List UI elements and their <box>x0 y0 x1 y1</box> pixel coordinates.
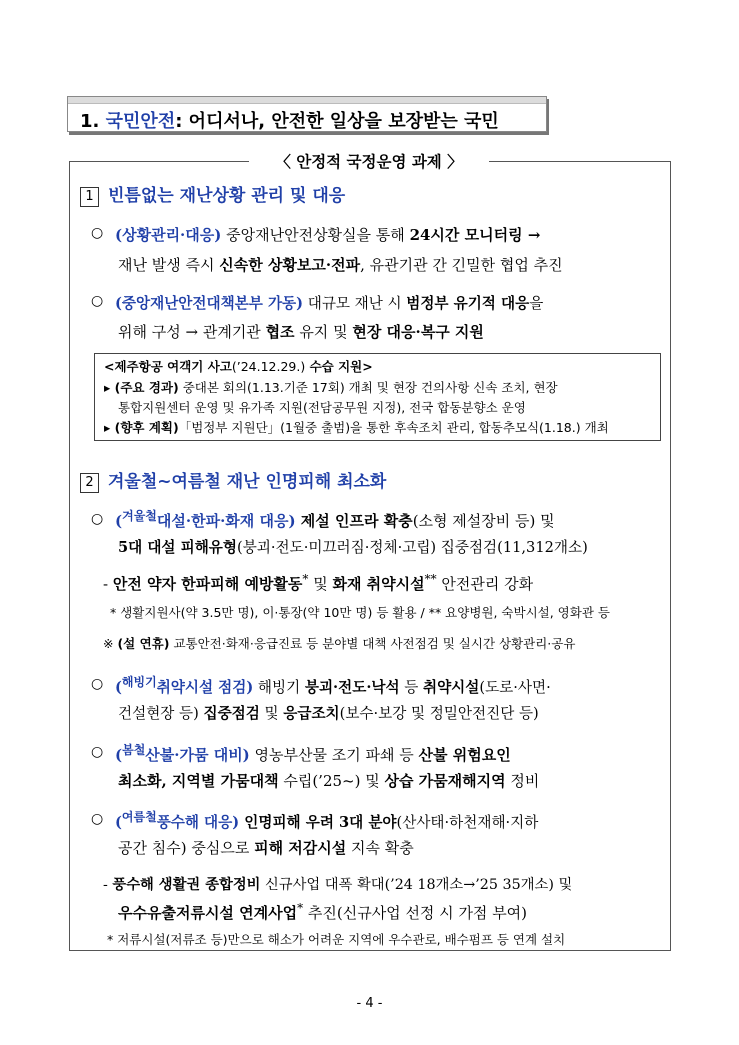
dash-item-2-line-1: - 풍수해 생활권 종합정비 신규사업 대폭 확대(’24 18개소→’25 35개소) 및 <box>103 877 573 893</box>
item-5-line-1: ($^{봄철}$산불·가뭄 대비) 영농부산물 조기 파쇄 등 산불 위험요인 <box>115 743 511 764</box>
note-3: * 저류시설(저류조 등)만으로 해소가 어려운 지역에 우수관로, 배수펌프 등 연계 설치 <box>107 932 566 947</box>
item-4-line-1: ($^{해빙기}$취약시설 점검) 해빙기 붕괴·전도·낙석 등 취약시설(도로·사면· <box>115 675 551 696</box>
bullet-marker: ○ <box>91 811 104 827</box>
case-row-1-cont: 통합지원센터 운영 및 유가족 지원(전담공무원 지정), 전국 합동분향소 운영 <box>118 400 526 415</box>
section-number: 2 <box>80 473 99 493</box>
item-2-line-2: 위해 구성 → 관계기관 협조 유지 및 현장 대응·복구 지원 <box>118 323 484 341</box>
section-heading <box>67 96 547 132</box>
section-2-title: 2 겨울철~여름철 재난 인명피해 최소화 <box>80 467 386 493</box>
case-title: <제주항공 여객기 사고(’24.12.29.) 수습 지원> <box>104 359 373 374</box>
note-2: ※ (설 연휴) 교통안전·화재·응급진료 등 분야별 대책 사전점검 및 실시간 상황관리·공유 <box>103 636 576 651</box>
item-1-line-1: (상황관리·대응) 중앙재난안전상황실을 통해 24시간 모니터링 → <box>115 226 541 244</box>
item-6-line-2: 공간 침수) 중심으로 피해 저감시설 지속 확충 <box>118 839 414 857</box>
heading-shade <box>68 97 546 104</box>
heading-text: 1. 국민안전: 어디서나, 안전한 일상을 보장받는 국민 <box>80 111 499 132</box>
page-number: - 4 - <box>356 996 383 1011</box>
item-6-line-1: ($^{여름철}$풍수해 대응) 인명피해 우려 3대 분야(산사태·하천재해·지하 <box>115 810 539 831</box>
item-3-line-1: ($^{겨울철}$대설·한파·화재 대응) 제설 인프라 확충(소형 제설장비 등) 및 <box>115 509 555 530</box>
bullet-marker: ○ <box>91 225 104 241</box>
heading-topic: 국민안전 <box>105 111 176 132</box>
bullet-marker: ○ <box>91 511 104 527</box>
item-1-line-2: 재난 발생 즉시 신속한 상황보고·전파, 유관기관 간 긴밀한 협업 추진 <box>118 256 563 274</box>
section-1-title: 1 빈틈없는 재난상황 관리 및 대응 <box>80 181 345 207</box>
note-1: * 생활지원사(약 3.5만 명), 이·통장(약 10만 명) 등 활용 / ** 요양병원, 숙박시설, 영화관 등 <box>110 605 610 620</box>
frame-title: 〈 안정적 국정운영 과제 〉 <box>249 150 489 172</box>
item-4-line-2: 건설현장 등) 집중점검 및 응급조치(보수·보강 및 정밀안전진단 등) <box>118 705 539 722</box>
bullet-marker: ○ <box>91 676 104 692</box>
item-5-line-2: 최소화, 지역별 가뭄대책 수립(’25~) 및 상습 가뭄재해지역 정비 <box>118 772 540 790</box>
item-2-line-1: (중앙재난안전대책본부 가동) 대규모 재난 시 범정부 유기적 대응을 <box>115 295 544 312</box>
bullet-marker: ○ <box>91 293 104 309</box>
item-3-line-2: 5대 대설 피해유형(붕괴·전도·미끄러짐·정체·고립) 집중점검(11,312개소) <box>118 539 588 556</box>
case-row-1: ▸ (주요 경과) 중대본 회의(1.13.기준 17회) 개최 및 현장 건의사항 신속 조치, 현장 <box>104 380 558 395</box>
dash-item-1: - 안전 약자 한파피해 예방활동* 및 화재 취약시설** 안전관리 강화 <box>103 572 534 593</box>
dash-item-2-line-2: 우수유출저류시설 연계사업* 추진(신규사업 선정 시 가점 부여) <box>118 901 528 922</box>
section-number: 1 <box>80 187 99 207</box>
bullet-marker: ○ <box>91 744 104 760</box>
case-row-2: ▸ (향후 계획)「범정부 지원단」(1월중 출범)을 통한 후속조치 관리, 합동추모식(1.18.) 개최 <box>104 420 609 435</box>
